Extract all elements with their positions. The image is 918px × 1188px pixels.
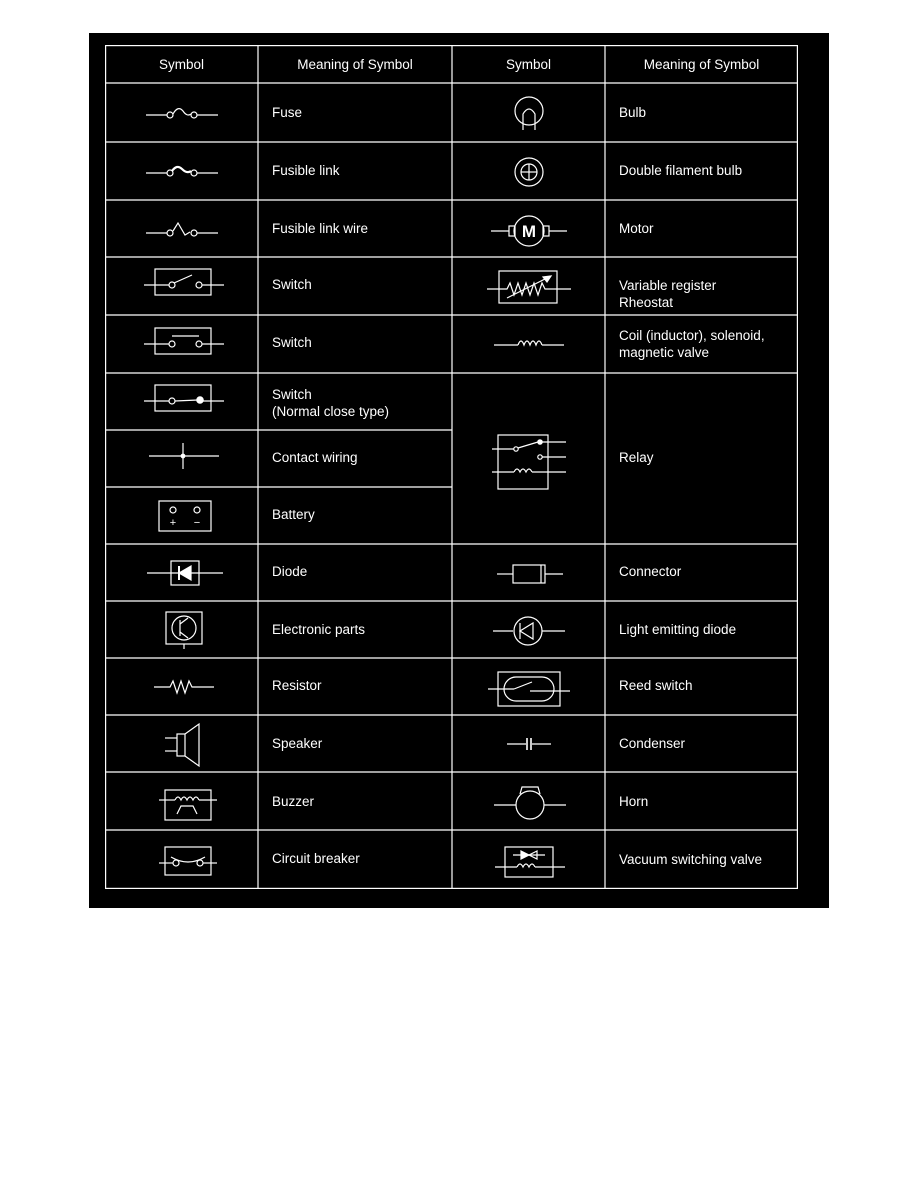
meaning-diode: Diode — [272, 564, 308, 579]
battery-plus-label: + — [169, 517, 177, 529]
double-filament-bulb-icon — [511, 155, 547, 191]
header-meaning-right: Meaning of Symbol — [643, 57, 760, 72]
meaning-resistor: Resistor — [272, 678, 322, 693]
fusible-link-wire-icon — [142, 218, 222, 240]
meaning-switch: Switch — [272, 277, 312, 292]
resistor-icon — [152, 678, 216, 696]
meaning-speaker: Speaker — [272, 736, 323, 751]
meaning-horn: Horn — [619, 794, 649, 809]
electronic-parts-icon — [160, 609, 208, 649]
meaning-buzzer: Buzzer — [272, 794, 315, 809]
symbol-legend-table — [105, 45, 798, 889]
switch-pushbutton-icon — [142, 325, 226, 357]
diode-icon — [145, 558, 225, 588]
meaning-bulb: Bulb — [619, 105, 647, 120]
vacuum-switching-valve-icon — [493, 845, 567, 879]
reed-switch-icon — [486, 669, 572, 709]
meaning-fusible-link-wire: Fusible link wire — [272, 221, 369, 236]
meaning-relay: Relay — [619, 450, 654, 465]
header-symbol-right: Symbol — [505, 57, 551, 72]
relay-icon — [490, 431, 570, 493]
contact-wiring-icon — [147, 441, 221, 471]
meaning-electronic-parts: Electronic parts — [272, 622, 366, 637]
meaning-battery: Battery — [272, 507, 315, 522]
meaning-contact-wiring: Contact wiring — [272, 450, 358, 465]
battery-minus-label: − — [193, 517, 201, 529]
meaning-double-filament-bulb: Double filament bulb — [619, 163, 743, 178]
fusible-link-icon — [142, 160, 222, 182]
switch-open-icon — [142, 266, 226, 298]
led-icon — [491, 613, 567, 649]
motor-icon — [489, 213, 569, 249]
switch-normal-close-icon — [142, 382, 226, 414]
meaning-connector: Connector — [619, 564, 682, 579]
fuse-icon — [142, 102, 222, 124]
header-symbol-left: Symbol — [158, 57, 204, 72]
header-meaning-left: Meaning of Symbol — [297, 57, 413, 72]
motor-label: M — [521, 222, 537, 241]
meaning-led: Light emitting diode — [619, 622, 737, 637]
buzzer-icon — [157, 788, 219, 822]
coil-icon — [492, 335, 566, 351]
meaning-coil: Coil (inductor), solenoid, magnetic valve — [619, 328, 765, 360]
meaning-vacuum-switching-valve: Vacuum switching valve — [619, 852, 763, 867]
condenser-icon — [505, 736, 553, 752]
speaker-icon — [163, 722, 209, 768]
bulb-icon — [511, 94, 547, 134]
circuit-breaker-icon — [157, 845, 219, 877]
meaning-switch-2: Switch — [272, 335, 312, 350]
meaning-condenser: Condenser — [619, 736, 686, 751]
meaning-circuit-breaker: Circuit breaker — [272, 851, 360, 866]
meaning-switch-normal-close: Switch (Normal close type) — [272, 387, 390, 419]
meaning-motor: Motor — [619, 221, 654, 236]
meaning-variable-resistor: Variable register Rheostat — [619, 278, 717, 310]
horn-icon — [492, 784, 568, 822]
variable-resistor-icon — [485, 268, 573, 306]
meaning-fusible-link: Fusible link — [272, 163, 340, 178]
connector-icon — [495, 562, 565, 586]
battery-icon — [157, 499, 213, 533]
meaning-reed-switch: Reed switch — [619, 678, 693, 693]
meaning-fuse: Fuse — [272, 105, 303, 120]
